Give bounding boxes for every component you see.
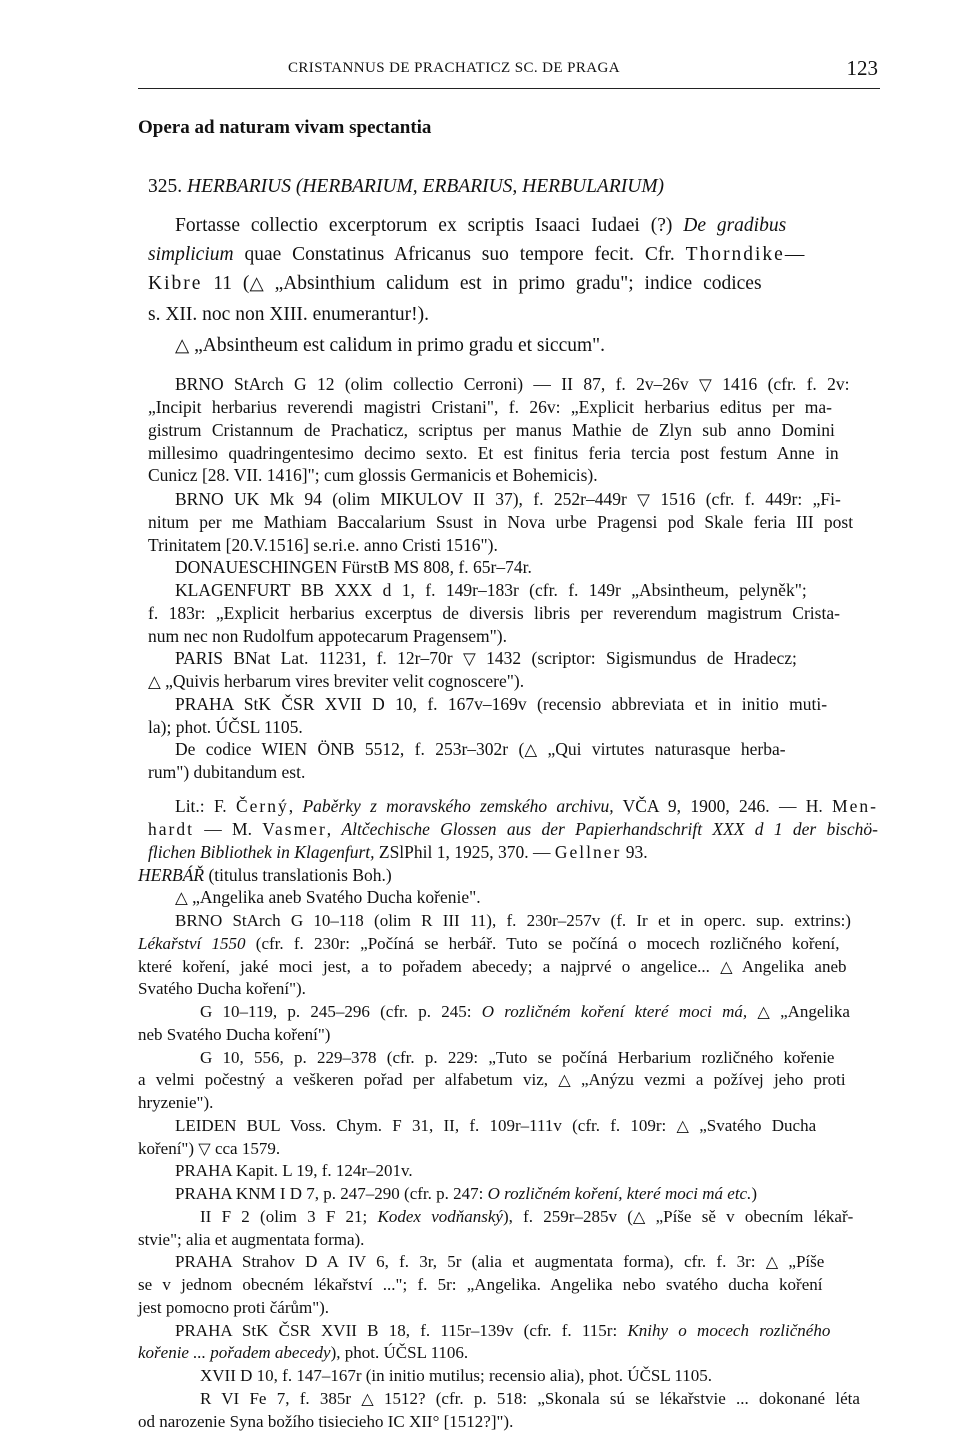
text-run: 325.: [148, 176, 187, 197]
text-run: „Incipit herbarius reverendi magistri Cristani", f. 26v: „Explicit herbarius editus per ma-: [148, 397, 832, 417]
text-line: [175, 798, 878, 816]
text-run: ,: [326, 819, 342, 839]
text-run: De codice WIEN ÖNB 5512, f. 253r–302r (: [175, 739, 525, 759]
text-line: [175, 491, 841, 509]
text-line: [148, 764, 305, 782]
text-run: ): [751, 1184, 758, 1203]
text-run: BRNO UK Mk 94 (olim MIKULOV II 37), f. 252r–449r: [175, 489, 638, 509]
text-line: [175, 336, 605, 356]
text-line: [138, 1094, 213, 1111]
section-heading: Opera ad naturam vivam spectantia: [138, 117, 432, 138]
text-run: 93.: [621, 842, 648, 862]
triangle-symbol-icon: ▽: [699, 375, 712, 394]
text-run: PRAHA Kapit. L 19, f. 124r–201v.: [175, 1161, 413, 1180]
text-run: Angelika aneb: [732, 957, 847, 976]
text-line: [175, 1117, 816, 1135]
text-line: [148, 467, 598, 485]
text-line: [138, 1026, 330, 1043]
text-run: II F 2 (olim 3 F 21;: [200, 1207, 378, 1226]
text-run: „Qui virtutes naturasque herba-: [537, 739, 786, 759]
text-run: O rozličném koření které moci má,: [481, 1002, 748, 1021]
text-run: Kodex vodňanský: [377, 1207, 503, 1226]
text-run: PRAHA StK ČSR XVII D 10, f. 167v–169v (recensio abbreviata et in initio muti-: [175, 694, 828, 714]
triangle-symbol-icon: △: [676, 1118, 689, 1135]
text-run: BRNO StArch G 12 (olim collectio Cerroni) — II 87, f. 2v–26v: [175, 374, 700, 394]
text-line: [148, 399, 832, 417]
triangle-symbol-icon: △: [361, 1391, 374, 1408]
text-run: Cunicz [28. VII. 1416]"; cum glossis Germanicis et Bohemicis).: [148, 465, 598, 485]
text-run: R VI Fe 7, f. 385r: [200, 1389, 362, 1408]
text-run: LEIDEN BUL Voss. Chym. F 31, II, f. 109r–111v (cfr. f. 109r:: [175, 1116, 677, 1135]
text-run: Lékařství 1550: [138, 934, 246, 953]
text-run: O rozličném koření, které moci má etc.: [487, 1184, 752, 1203]
text-run: 1516 (cfr. f. 449r: „Fi-: [649, 489, 841, 509]
text-line: [148, 628, 507, 646]
text-run: a velmi počestný a veškeren pořad per alfabetum viz,: [138, 1070, 559, 1089]
text-run: s. XII. noc non XIII. enumerantur!).: [148, 304, 430, 325]
text-line: [148, 821, 878, 839]
text-run: f. 183r: „Explicit herbarius excerptus de diversis libris per reverendum magistrum Crista-: [148, 603, 840, 623]
text-run: Vasmer: [262, 819, 327, 839]
text-run: G 10–119, p. 245–296 (cfr. p. 245:: [200, 1002, 482, 1021]
text-run: „Angelika: [769, 1002, 850, 1021]
text-run: Thorndike—: [685, 244, 807, 265]
text-run: „Anýzu vezmi a požívej jeho proti: [570, 1070, 846, 1089]
text-run: [747, 1002, 757, 1021]
text-line: [138, 1344, 468, 1361]
text-line: [138, 980, 306, 997]
text-line: [148, 445, 839, 463]
text-line: [148, 305, 429, 325]
text-line: [175, 1322, 830, 1339]
text-run: Lit.: F.: [175, 796, 236, 816]
text-run: „Angelika aneb Svatého Ducha kořenie".: [187, 887, 481, 907]
text-line: [200, 1003, 850, 1021]
text-line: [138, 1231, 364, 1248]
text-run: (cfr. f. 230r: „Počíná se herbář. Tuto se počíná o mocech rozličného koření,: [245, 934, 840, 953]
text-line: [138, 935, 840, 952]
text-run: PRAHA KNM I D 7, p. 247–290 (cfr. p. 247:: [175, 1184, 488, 1203]
text-run: quae Constatinus Africanus suo tempore fecit. Cfr.: [233, 244, 686, 265]
text-run: Kibre: [148, 273, 203, 294]
text-run: Gellner: [554, 842, 622, 862]
text-line: [138, 867, 392, 885]
text-run: ), phot. ÚČSL 1106.: [330, 1343, 469, 1362]
text-line: [175, 741, 786, 759]
text-run: De gradibus: [683, 215, 787, 236]
triangle-symbol-icon: ▽: [462, 649, 476, 668]
text-run: cca 1579.: [210, 1139, 281, 1158]
triangle-symbol-icon: △: [175, 888, 188, 907]
page-header: [138, 52, 880, 89]
text-run: Svatého Ducha koření").: [138, 979, 306, 998]
text-run: neb Svatého Ducha koření"): [138, 1025, 331, 1044]
text-run: 1512? (cfr. p. 518: „Skonala sú se lékařstvie ... dokonané léta: [373, 1389, 860, 1408]
text-run: kořenie ... pořadem abecedy: [138, 1343, 331, 1362]
text-run: BRNO StArch G 10–118 (olim R III 11), f. 230r–257v (f. Ir et in operc. sup. extrins:): [175, 911, 851, 930]
text-run: — M.: [193, 819, 263, 839]
text-run: „Píše sě v obecním lékař-: [645, 1207, 854, 1226]
text-run: Fortasse collectio excerptorum ex scriptis Isaaci Iudaei (?): [175, 215, 684, 236]
running-title: CRISTANNUS DE PRACHATICZ SC. DE PRAGA: [288, 60, 620, 76]
text-run: nitum per me Mathiam Baccalarium Ssust in Nova urbe Pragensi pod Skale feria III post: [148, 512, 854, 532]
text-line: [148, 844, 648, 862]
text-line: [148, 537, 498, 555]
text-line: [148, 177, 664, 197]
text-line: [138, 1276, 823, 1293]
text-run: Altčechische Glossen aus der Papierhandschrift XXX d 1 der bischö-: [341, 819, 879, 839]
text-run: KLAGENFURT BB XXX d 1, f. 149r–183r (cfr. f. 149r „Absintheum, pelyněk";: [175, 580, 807, 600]
text-run: stvie"; alia et augmentata forma).: [138, 1230, 365, 1249]
text-line: [138, 1071, 846, 1089]
text-run: flichen Bibliothek in Klagenfurt,: [148, 842, 375, 862]
triangle-symbol-icon: △: [148, 672, 161, 691]
text-run: PARIS BNat Lat. 11231, f. 12r–70r: [175, 648, 463, 668]
triangle-symbol-icon: ▽: [637, 490, 650, 509]
text-line: [175, 1185, 757, 1202]
text-line: [138, 958, 847, 976]
text-line: [175, 376, 850, 394]
text-run: Černý: [235, 796, 289, 816]
text-run: se v jednom obecném lékařství ..."; f. 5r: „Angelika. Angelika nebo svatého ducha koření: [138, 1275, 823, 1294]
text-run: VČA 9, 1900, 246. — H.: [613, 796, 833, 816]
text-line: [148, 605, 840, 623]
text-run: 1416 (cfr. f. 2v:: [711, 374, 850, 394]
text-run: PRAHA Strahov D A IV 6, f. 3r, 5r (alia et augmentata forma), cfr. f. 3r:: [175, 1252, 766, 1271]
text-run: PRAHA StK ČSR XVII B 18, f. 115r–139v (cfr. f. 115r:: [175, 1321, 628, 1340]
text-run: Trinitatem [20.V.1516] se.ri.e. anno Cristi 1516").: [148, 535, 498, 555]
text-run: HERBÁŘ: [138, 865, 205, 885]
text-run: které koření, jaké moci jest, a to pořadem abecedy; a najprvé o angelice...: [138, 957, 721, 976]
text-line: [175, 650, 797, 668]
triangle-symbol-icon: △: [632, 1209, 646, 1226]
text-run: hryzenie").: [138, 1093, 214, 1112]
text-run: gistrum Cristannum de Prachaticz, scriptus per manus Mathie de Zlyn sub anno Domini: [148, 420, 835, 440]
triangle-symbol-icon: △: [765, 1254, 779, 1271]
triangle-symbol-icon: △: [558, 1072, 571, 1089]
text-line: [138, 1140, 280, 1158]
text-line: [138, 1299, 329, 1316]
text-line: [148, 719, 303, 737]
text-line: [148, 422, 835, 440]
text-run: ,: [288, 796, 303, 816]
text-run: jest pomocno proti čárům").: [138, 1298, 330, 1317]
text-run: (titulus translationis Boh.): [204, 865, 392, 885]
text-run: Men-: [832, 796, 879, 816]
text-run: simplicium: [148, 244, 234, 265]
text-run: „Svatého Ducha: [688, 1116, 817, 1135]
text-run: „Absintheum est calidum in primo gradu et siccum".: [189, 335, 605, 356]
text-run: ZSlPhil 1, 1925, 370. —: [374, 842, 555, 862]
text-line: [175, 696, 827, 714]
text-run: Paběrky z moravského zemského archivu,: [302, 796, 614, 816]
text-run: Knihy o mocech rozličného: [627, 1321, 831, 1340]
text-line: [175, 912, 851, 929]
text-run: hardt: [148, 819, 194, 839]
text-line: [175, 559, 532, 577]
text-run: millesimo quadringentesimo decimo sexto. Et est finitus feria tercia post festum Anne in: [148, 443, 839, 463]
text-line: [175, 582, 807, 600]
text-line: [148, 514, 853, 532]
text-line: [148, 245, 806, 265]
text-line: [200, 1208, 853, 1226]
triangle-symbol-icon: △: [249, 273, 264, 294]
text-run: num nec non Rudolfum appotecarum Pragensem").: [148, 626, 507, 646]
text-run: „Quivis herbarum vires breviter velit cognoscere").: [160, 671, 525, 691]
text-line: [175, 889, 481, 907]
triangle-symbol-icon: △: [757, 1004, 770, 1021]
text-run: 11 (: [202, 273, 250, 294]
text-run: rum") dubitandum est.: [148, 762, 306, 782]
text-line: [175, 1162, 413, 1179]
text-line: [175, 1253, 824, 1271]
text-run: la); phot. ÚČSL 1105.: [148, 717, 303, 737]
page-number: 123: [846, 56, 878, 80]
text-run: 1432 (scriptor: Sigismundus de Hradecz;: [475, 648, 797, 668]
text-line: [148, 274, 762, 294]
text-run: HERBARIUS (HERBARIUM, ERBARIUS, HERBULARIUM): [187, 176, 665, 197]
text-run: DONAUESCHINGEN FürstB MS 808, f. 65r–74r.: [175, 557, 532, 577]
text-line: [148, 673, 524, 691]
text-line: [200, 1390, 860, 1408]
text-run: XVII D 10, f. 147–167r (in initio mutilus; recensio alia), phot. ÚČSL 1105.: [200, 1366, 712, 1385]
text-run: „Absinthium calidum est in primo gradu"; indice codices: [263, 273, 762, 294]
text-line: [175, 216, 786, 236]
text-line: [200, 1049, 834, 1066]
text-run: G 10, 556, p. 229–378 (cfr. p. 229: „Tuto se počíná Herbarium rozličného kořenie: [200, 1048, 835, 1067]
triangle-symbol-icon: ▽: [198, 1141, 211, 1158]
text-run: koření"): [138, 1139, 199, 1158]
text-run: ), f. 259r–285v (: [502, 1207, 633, 1226]
text-line: [200, 1367, 712, 1384]
text-run: od narozenie Syna božího tisiecieho IC XII° [1512?]").: [138, 1412, 514, 1431]
triangle-symbol-icon: △: [175, 335, 190, 356]
text-run: „Píše: [778, 1252, 825, 1271]
triangle-symbol-icon: △: [720, 959, 733, 976]
triangle-symbol-icon: △: [524, 740, 538, 759]
